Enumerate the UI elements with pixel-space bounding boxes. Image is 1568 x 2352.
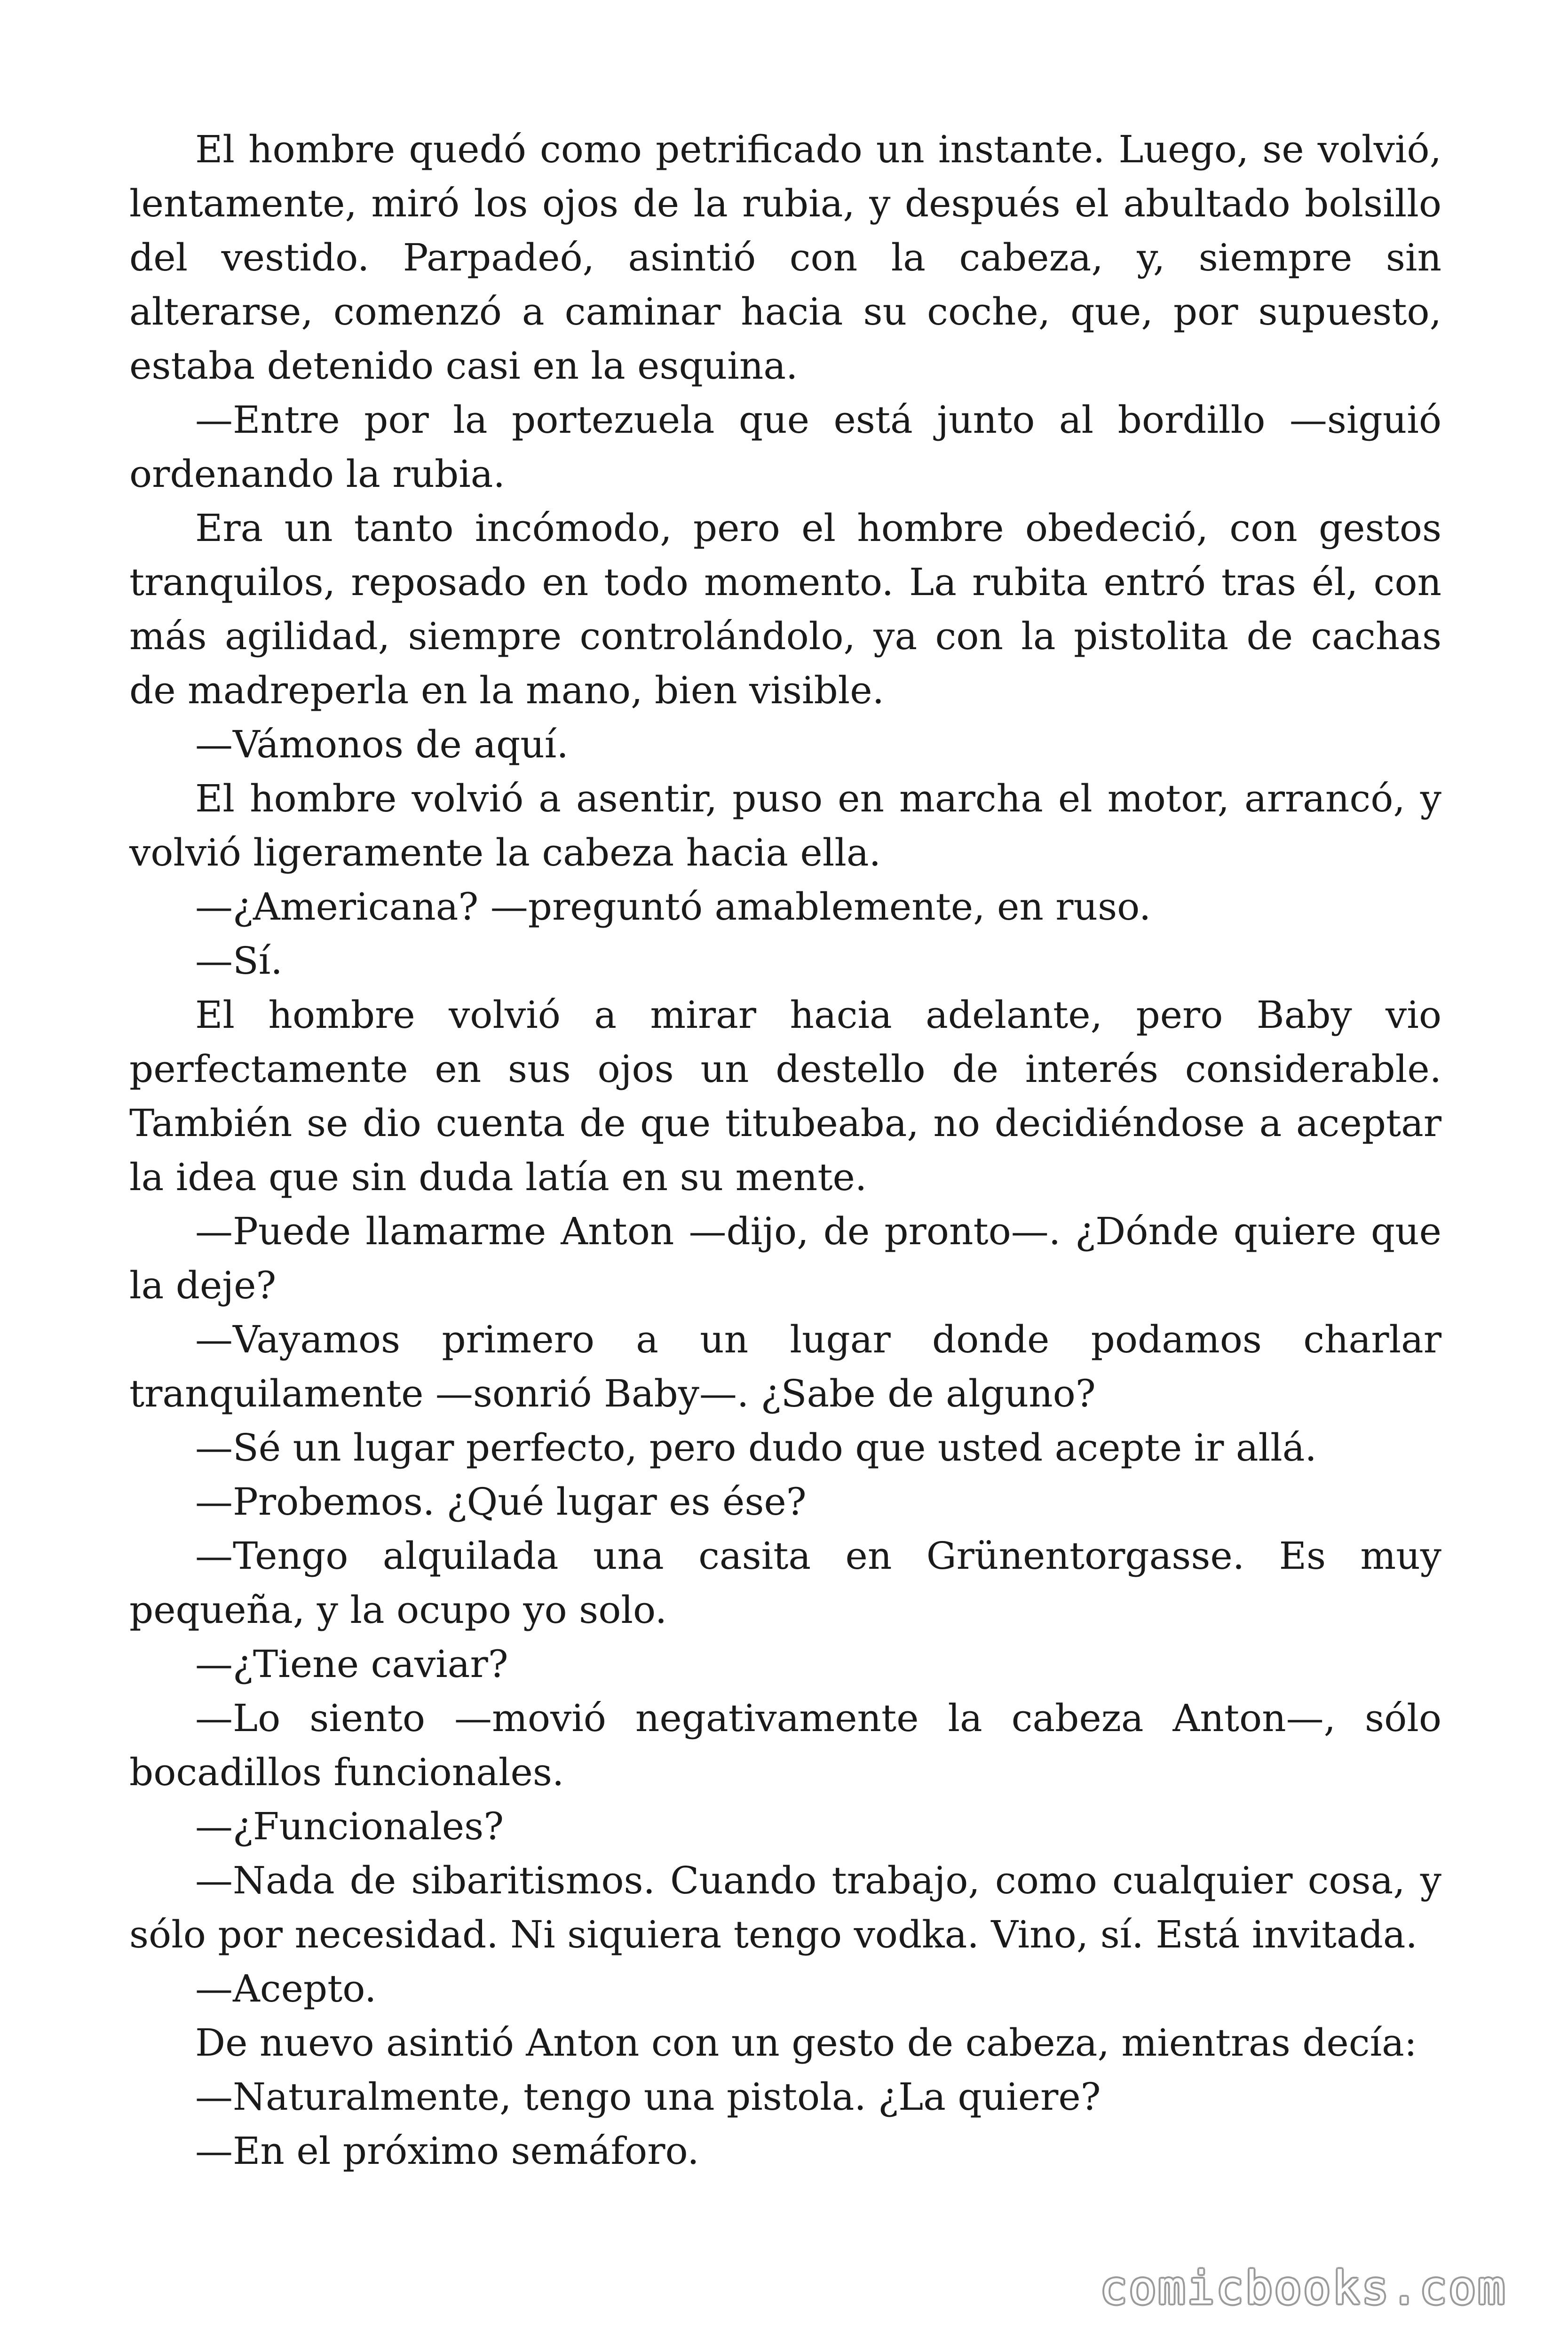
paragraph: —Vayamos primero a un lugar donde podamos charlar tranquilamente —sonrió Baby—. ¿Sabe de alguno? xyxy=(129,1318,1441,1415)
paragraph: —En el próximo semáforo. xyxy=(195,2129,699,2173)
paragraph: —Naturalmente, tengo una pistola. ¿La quiere? xyxy=(195,2075,1101,2119)
watermark: comicbooks.com xyxy=(1100,2262,1507,2314)
paragraph: El hombre quedó como petrificado un instante. Luego, se volvió, lentamente, miró los ojos de la rubia, y después el abultado bolsillo del vestido. Parpadeó, asintió con la cabeza, y, siempre sin alterarse, comenzó a caminar hacia su coche, que, por supuesto, estaba detenido casi en la esquina. xyxy=(129,127,1441,388)
paragraph: —Vámonos de aquí. xyxy=(195,723,569,766)
paragraph: El hombre volvió a asentir, puso en marcha el motor, arrancó, y volvió ligeramente la cabeza hacia ella. xyxy=(129,777,1441,874)
paragraph: —¿Funcionales? xyxy=(195,1804,504,1848)
paragraph: —Acepto. xyxy=(195,1967,377,2010)
paragraph: —Probemos. ¿Qué lugar es ése? xyxy=(195,1480,807,1524)
paragraph: —Puede llamarme Anton —dijo, de pronto—. ¿Dónde quiere que la deje? xyxy=(129,1209,1441,1307)
paragraph: Era un tanto incómodo, pero el hombre obedeció, con gestos tranquilos, reposado en todo momento. La rubita entró tras él, con más agilidad, siempre controlándolo, ya con la pistolita de cachas de madreperla en la mano, bien visible. xyxy=(129,506,1441,712)
paragraph: —Sé un lugar perfecto, pero dudo que usted acepte ir allá. xyxy=(195,1426,1317,1470)
paragraph: —Nada de sibaritismos. Cuando trabajo, como cualquier cosa, y sólo por necesidad. Ni siquiera tengo vodka. Vino, sí. Está invitada. xyxy=(129,1859,1441,1956)
paragraph: —Lo siento —movió negativamente la cabeza Anton—, sólo bocadillos funcionales. xyxy=(129,1696,1441,1794)
paragraph: —¿Tiene caviar? xyxy=(195,1642,508,1686)
paragraph: —Sí. xyxy=(195,939,283,983)
paragraph: —¿Americana? —preguntó amablemente, en ruso. xyxy=(195,885,1151,929)
page-body xyxy=(129,122,1441,2178)
paragraph: —Entre por la portezuela que está junto al bordillo —siguió ordenando la rubia. xyxy=(129,398,1441,496)
paragraph: —Tengo alquilada una casita en Grünentorgasse. Es muy pequeña, y la ocupo yo solo. xyxy=(129,1534,1441,1632)
paragraph: El hombre volvió a mirar hacia adelante, pero Baby vio perfectamente en sus ojos un destello de interés considerable. También se dio cuenta de que titubeaba, no decidiéndose a aceptar la idea que sin duda latía en su mente. xyxy=(129,993,1441,1199)
paragraph: De nuevo asintió Anton con un gesto de cabeza, mientras decía: xyxy=(195,2021,1417,2065)
